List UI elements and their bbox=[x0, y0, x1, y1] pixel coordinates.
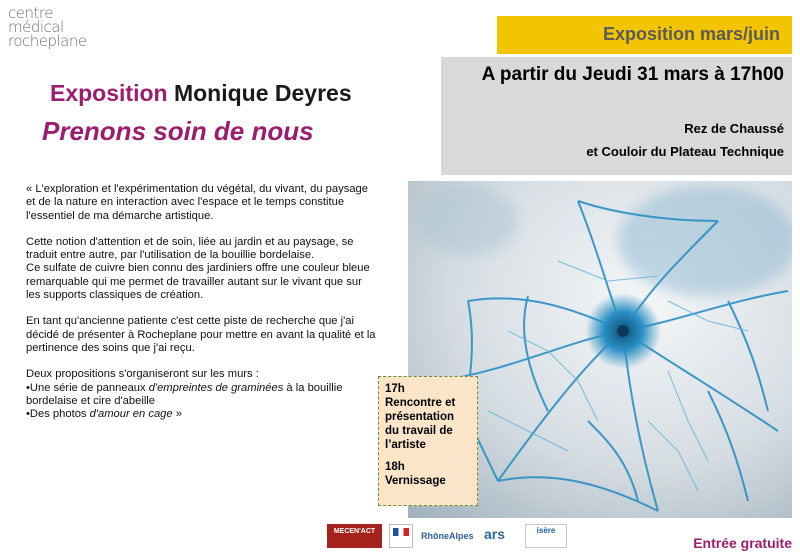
propositions-list bbox=[26, 382, 376, 422]
logo bbox=[8, 6, 118, 48]
proposition-item: • Des photos d'amour en cage » bbox=[26, 408, 376, 421]
statement-paragraph-3: Ce sulfate de cuivre bien connu des jardiniers offre une couleur bleue remarquable qui me permet de travailler autant sur le vivant que sur les supports classiques de création. bbox=[26, 262, 370, 302]
rhonealpes-logo: RhôneAlpes bbox=[421, 531, 474, 541]
ars-logo: ars bbox=[484, 526, 506, 542]
title-accent: Exposition bbox=[50, 80, 168, 106]
info-date: A partir du Jeudi 31 mars à 17h00 bbox=[481, 64, 784, 85]
logo-line-1: centre bbox=[8, 4, 53, 22]
republique-francaise-logo bbox=[389, 524, 413, 548]
period-banner bbox=[497, 16, 792, 54]
schedule-callout bbox=[378, 376, 478, 506]
statement-paragraph-4: En tant qu'ancienne patiente c'est cette piste de recherche que j'ai décidé de présenter à Rocheplane pour mettre en avant la qualité et la pertinence des soins que j'ai reçu. bbox=[26, 315, 376, 354]
logo-line-2: médical bbox=[8, 18, 64, 36]
page-title bbox=[50, 80, 352, 107]
schedule-time-1: 17h bbox=[385, 383, 405, 395]
proposition-item: • Une série de panneaux d'empreintes de graminées à la bouillie bordelaise et cire d'abeille bbox=[26, 382, 376, 409]
title-artist: Monique Deyres bbox=[173, 80, 352, 106]
isere-logo: isère bbox=[525, 524, 567, 548]
info-box bbox=[441, 57, 792, 175]
schedule-event-1: Rencontre et présentation du travail de l’artiste bbox=[385, 397, 456, 451]
sponsor-logos bbox=[327, 524, 577, 550]
statement-paragraph-1: « L'exploration et l'expérimentation du végétal, du vivant, du paysage et de la nature en interaction avec l'espace et le temps constitue l'essentiel de ma démarche artistique. bbox=[26, 183, 368, 222]
artist-statement bbox=[26, 183, 376, 421]
logo-line-3: rocheplane bbox=[8, 32, 87, 50]
info-location-1: Rez de Chaussé bbox=[684, 121, 784, 136]
page-subtitle: Prenons soin de nous bbox=[42, 116, 314, 146]
period-banner-text: Exposition mars/juin bbox=[602, 24, 780, 44]
schedule-time-2: 18h bbox=[385, 461, 405, 473]
schedule-event-2: Vernissage bbox=[385, 475, 446, 487]
statement-paragraph-5: Deux propositions s'organiseront sur les murs : bbox=[26, 368, 259, 381]
statement-paragraph-2: Cette notion d'attention et de soin, liée au jardin et au paysage, se traduit entre autre, par l'utilisation de la bouillie bordelaise. bbox=[26, 235, 354, 262]
free-entry-label: Entrée gratuite bbox=[693, 535, 792, 551]
info-location-2: et Couloir du Plateau Technique bbox=[586, 144, 784, 159]
mecenact-logo: MECEN'ACT bbox=[327, 524, 382, 548]
